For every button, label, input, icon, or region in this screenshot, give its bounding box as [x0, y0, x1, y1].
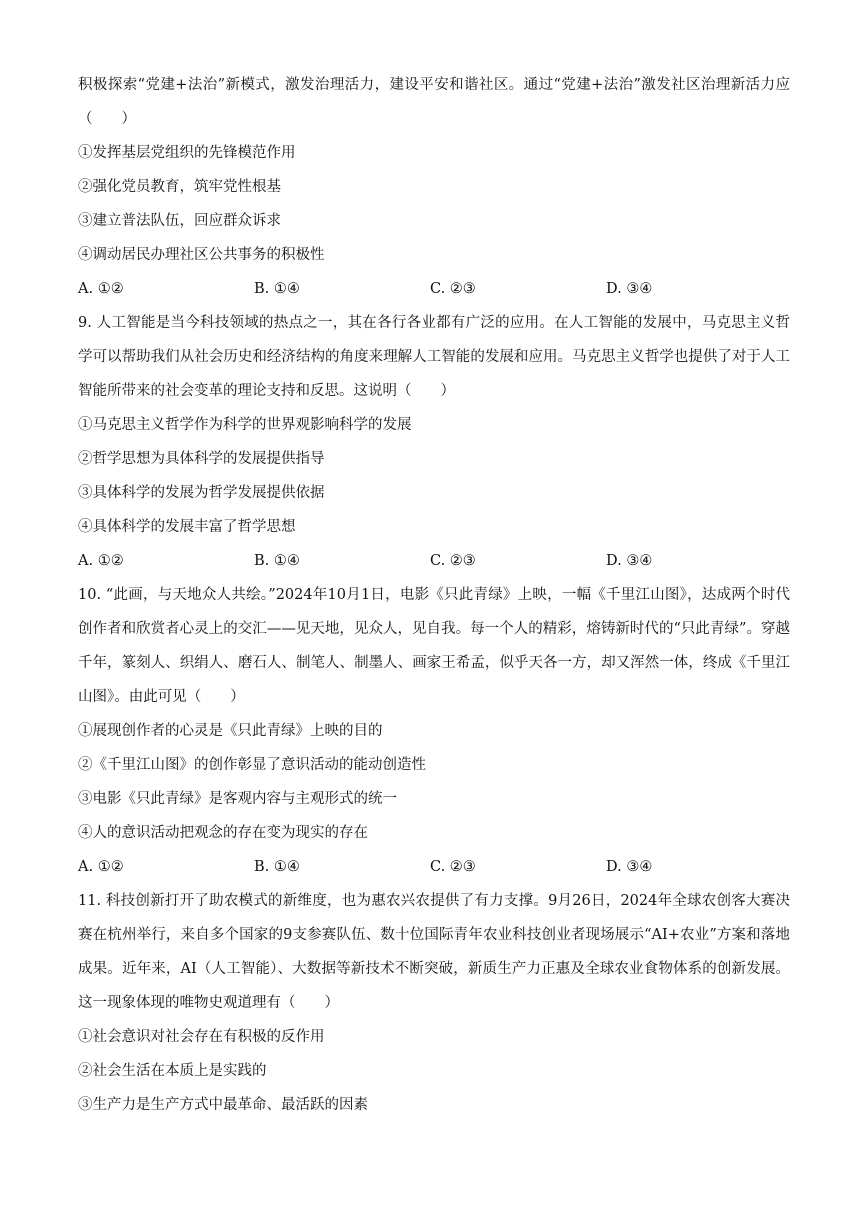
question-item: ③具体科学的发展为哲学发展提供依据	[78, 485, 325, 501]
option-b: B. ①④	[254, 859, 300, 875]
question-item: ①发挥基层党组织的先锋模范作用	[78, 145, 296, 161]
question-item: ②强化党员教育，筑牢党性根基	[78, 179, 281, 195]
option-c: C. ②③	[430, 281, 476, 297]
question-stem: 9. 人工智能是当今科技领域的热点之一，其在各行各业都有广泛的应用。在人工智能的发展中，马克思主义哲学可以帮助我们从社会历史和经济结构的角度来理解人工智能的发展和应用。马克思主义哲学也提供了对于人工智能所带来的社会变革的理论支持和反思。这说明（ ）	[78, 315, 790, 399]
option-c: C. ②③	[430, 553, 476, 569]
question-item: ④调动居民办理社区公共事务的积极性	[78, 247, 325, 263]
answer-options	[78, 544, 790, 578]
question-item: ③建立普法队伍，回应群众诉求	[78, 213, 281, 229]
question-stem: 积极探索“党建+法治”新模式，激发治理活力，建设平安和谐社区。通过“党建+法治”激发社区治理新活力应（ ）	[78, 77, 790, 127]
question-item: ①展现创作者的心灵是《只此青绿》上映的目的	[78, 723, 383, 739]
question-item: ④具体科学的发展丰富了哲学思想	[78, 519, 296, 535]
question-9	[78, 306, 790, 578]
option-a: A. ①②	[78, 553, 124, 569]
option-d: D. ③④	[606, 859, 653, 875]
question-10	[78, 578, 790, 884]
option-b: B. ①④	[254, 281, 300, 297]
question-item: ④人的意识活动把观念的存在变为现实的存在	[78, 825, 368, 841]
option-a: A. ①②	[78, 859, 124, 875]
question-item: ②哲学思想为具体科学的发展提供指导	[78, 451, 325, 467]
option-b: B. ①④	[254, 553, 300, 569]
option-a: A. ①②	[78, 281, 124, 297]
question-item: ②《千里江山图》的创作彰显了意识活动的能动创造性	[78, 757, 426, 773]
question-stem: 11. 科技创新打开了助农模式的新维度，也为惠农兴农提供了有力支撑。9月26日，2024年全球农创客大赛决赛在杭州举行，来自多个国家的9支参赛队伍、数十位国际青年农业科技创业者现场展示“AI+农业”方案和落地成果。近年来，AI（人工智能）、大数据等新技术不断突破，新质生产力正惠及全球农业食物体系的创新发展。这一现象体现的唯物史观道理有（ ）	[78, 893, 790, 1011]
answer-options	[78, 850, 790, 884]
question-11	[78, 884, 790, 1122]
answer-options	[78, 272, 790, 306]
question-8	[78, 68, 790, 306]
option-c: C. ②③	[430, 859, 476, 875]
option-d: D. ③④	[606, 553, 653, 569]
question-stem: 10. “此画，与天地众人共绘。”2024年10月1日，电影《只此青绿》上映，一幅《千里江山图》，达成两个时代创作者和欣赏者心灵上的交汇——见天地，见众人，见自我。每一个人的精彩，熔铸新时代的“只此青绿”。穿越千年，篆刻人、织绢人、磨石人、制笔人、制墨人、画家王希孟，似乎天各一方，却又浑然一体，终成《千里江山图》。由此可见（ ）	[78, 587, 790, 705]
question-item: ①马克思主义哲学作为科学的世界观影响科学的发展	[78, 417, 412, 433]
question-item: ②社会生活在本质上是实践的	[78, 1063, 267, 1079]
question-item: ③电影《只此青绿》是客观内容与主观形式的统一	[78, 791, 397, 807]
option-d: D. ③④	[606, 281, 653, 297]
document-page	[78, 68, 790, 1122]
question-item: ①社会意识对社会存在有积极的反作用	[78, 1029, 325, 1045]
question-item: ③生产力是生产方式中最革命、最活跃的因素	[78, 1097, 368, 1113]
